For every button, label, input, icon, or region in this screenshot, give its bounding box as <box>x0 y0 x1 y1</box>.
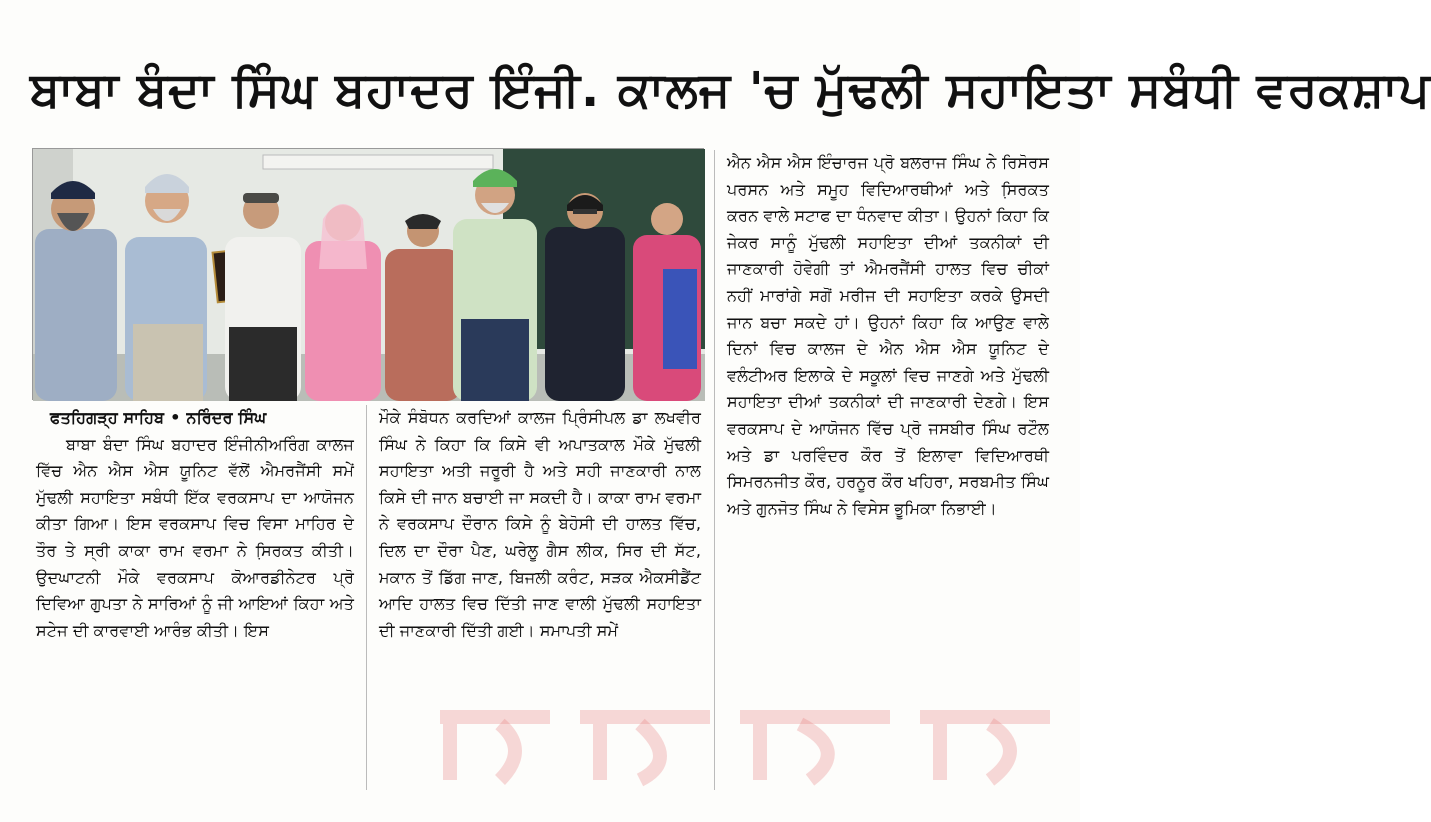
article-column-3 <box>727 150 1049 790</box>
column-rule-2 <box>714 150 715 790</box>
event-photo <box>32 148 704 400</box>
column-1-text: ਬਾਬਾ ਬੰਦਾ ਸਿੰਘ ਬਹਾਦਰ ਇੰਜੀਨੀਅਰਿੰਗ ਕਾਲਜ ਵਿੱਚ ਐਨ ਐਸ ਐਸ ਯੂਨਿਟ ਵੱਲੋਂ ਐਮਰਜੈਂਸੀ ਸਮੇਂ ਮੁੱਢਲੀ ਸਹਾਇਤਾ ਸਬੰਧੀ ਇੱਕ ਵਰਕਸਾਪ ਦਾ ਆਯੋਜਨ ਕੀਤਾ ਗਿਆ। ਇਸ ਵਰਕਸਾਪ ਵਿਚ ਵਿਸਾ ਮਾਹਿਰ ਦੇ ਤੌਰ ਤੇ ਸ੍ਰੀ ਕਾਕਾ ਰਾਮ ਵਰਮਾ ਨੇ ਸਿ਼ਰਕਤ ਕੀਤੀ। ਉਦਘਾਟਨੀ ਮੌਕੇ ਵਰਕਸਾਪ ਕੋਆਰਡੀਨੇਟਰ ਪ੍ਰੋ ਦਿਵਿਆ ਗੁਪਤਾ ਨੇ ਸਾਰਿਆਂ ਨੂੰ ਜੀ ਆਇਆਂ ਕਿਹਾ ਅਤੇ ਸਟੇਜ ਦੀ ਕਾਰਵਾਈ ਆਰੰਭ ਕੀਤੀ। ਇਸ <box>36 434 354 640</box>
column-2-text: ਮੌਕੇ ਸੰਬੋਧਨ ਕਰਦਿਆਂ ਕਾਲਜ ਪ੍ਰਿੰਸੀਪਲ ਡਾ ਲਖਵੀਰ ਸਿੰਘ ਨੇ ਕਿਹਾ ਕਿ ਕਿਸੇ ਵੀ ਅਪਾਤਕਾਲ ਮੌਕੇ ਮੁੱਢਲੀ ਸਹਾਇਤਾ ਅਤੀ ਜਰੂਰੀ ਹੈ ਅਤੇ ਸਹੀ ਜਾਣਕਾਰੀ ਨਾਲ ਕਿਸੇ ਦੀ ਜਾਨ ਬਚਾਈ ਜਾ ਸਕਦੀ ਹੈ। ਕਾਕਾ ਰਾਮ ਵਰਮਾ ਨੇ ਵਰਕਸਾਪ ਦੌਰਾਨ ਕਿਸੇ ਨੂੰ ਬੇਹੋਸੀ ਦੀ ਹਾਲਤ ਵਿੱਚ, ਦਿਲ ਦਾ ਦੌਰਾ ਪੈਣ, ਘਰੇਲੂ ਗੈਸ ਲੀਕ, ਸਿਰ ਦੀ ਸੱਟ, ਮਕਾਨ ਤੋਂ ਡਿੱਗ ਜਾਣ, ਬਿਜਲੀ ਕਰੰਟ, ਸੜਕ ਐਕਸੀਡੈਂਟ ਆਦਿ ਹਾਲਤ ਵਿਚ ਦਿੱਤੀ ਜਾਣ ਵਾਲੀ ਮੁੱਢਲੀ ਸਹਾਇਤਾ ਦੀ ਜਾਣਕਾਰੀ ਦਿੱਤੀ ਗਈ। ਸਮਾਪਤੀ ਸਮੇਂ <box>379 408 701 640</box>
column-rule-1 <box>366 405 367 790</box>
byline <box>36 405 354 432</box>
article-column-2 <box>379 405 701 795</box>
group-photo-illustration <box>33 149 705 401</box>
headline: ਬਾਬਾ ਬੰਦਾ ਸਿੰਘ ਬਹਾਦਰ ਇੰਜੀ. ਕਾਲਜ 'ਚ ਮੁੱਢਲੀ ਸਹਾਇਤਾ ਸਬੰਧੀ ਵਰਕਸ਼ਾਪ <box>30 62 1431 118</box>
article-column-1 <box>36 405 354 795</box>
byline-place: ਫਤਹਿਗੜ੍ਹ ਸਾਹਿਬ <box>50 408 165 427</box>
column-3-text: ਐਨ ਐਸ ਐਸ ਇੰਚਾਰਜ ਪ੍ਰੋ ਬਲਰਾਜ ਸਿੰਘ ਨੇ ਰਿਸੋਰਸ ਪਰਸਨ ਅਤੇ ਸਮੂਹ ਵਿਦਿਆਰਥੀਆਂ ਅਤੇ ਸਿ਼ਰਕਤ ਕਰਨ ਵਾਲੇ ਸਟਾਫ ਦਾ ਧੰਨਵਾਦ ਕੀਤਾ। ਉਹਨਾਂ ਕਿਹਾ ਕਿ ਜੇਕਰ ਸਾਨੂੰ ਮੁੱਢਲੀ ਸਹਾਇਤਾ ਦੀਆਂ ਤਕਨੀਕਾਂ ਦੀ ਜਾਣਕਾਰੀ ਹੋਵੇਗੀ ਤਾਂ ਐਮਰਜੈਂਸੀ ਹਾਲਤ ਵਿਚ ਚੀਕਾਂ ਨਹੀਂ ਮਾਰਾਂਗੇ ਸਗੋਂ ਮਰੀਜ ਦੀ ਸਹਾਇਤਾ ਕਰਕੇ ਉਸਦੀ ਜਾਨ ਬਚਾ ਸਕਦੇ ਹਾਂ। ਉਹਨਾਂ ਕਿਹਾ ਕਿ ਆਉਣ ਵਾਲੇ ਦਿਨਾਂ ਵਿਚ ਕਾਲਜ ਦੇ ਐਨ ਐਸ ਐਸ ਯੂਨਿਟ ਦੇ ਵਲੰਟੀਅਰ ਇਲਾਕੇ ਦੇ ਸਕੂਲਾਂ ਵਿਚ ਜਾਣਗੇ ਅਤੇ ਮੁੱਢਲੀ ਸਹਾਇਤਾ ਦੀਆਂ ਤਕਨੀਕਾਂ ਦੀ ਜਾਣਕਾਰੀ ਦੇਣਗੇ। ਇਸ ਵਰਕਸਾਪ ਦੇ ਆਯੋਜਨ ਵਿੱਚ ਪ੍ਰੋ ਜਸਬੀਰ ਸਿੰਘ ਰਟੌਲ ਅਤੇ ਡਾ ਪਰਵਿੰਦਰ ਕੌਰ ਤੋਂ ਇਲਾਵਾ ਵਿਦਿਆਰਥੀ ਸਿਮਰਨਜੀਤ ਕੌਰ, ਹਰਨੂਰ ਕੌਰ ਖਹਿਰਾ, ਸਰਬਮੀਤ ਸਿੰਘ ਅਤੇ ਗੁਨਜੋਤ ਸਿੰਘ ਨੇ ਵਿਸੇਸ ਭੂਮਿਕਾ ਨਿਭਾਈ। <box>727 153 1049 518</box>
byline-author: ਨਰਿੰਦਰ ਸਿੰਘ <box>186 408 267 427</box>
byline-separator: • <box>170 408 181 427</box>
